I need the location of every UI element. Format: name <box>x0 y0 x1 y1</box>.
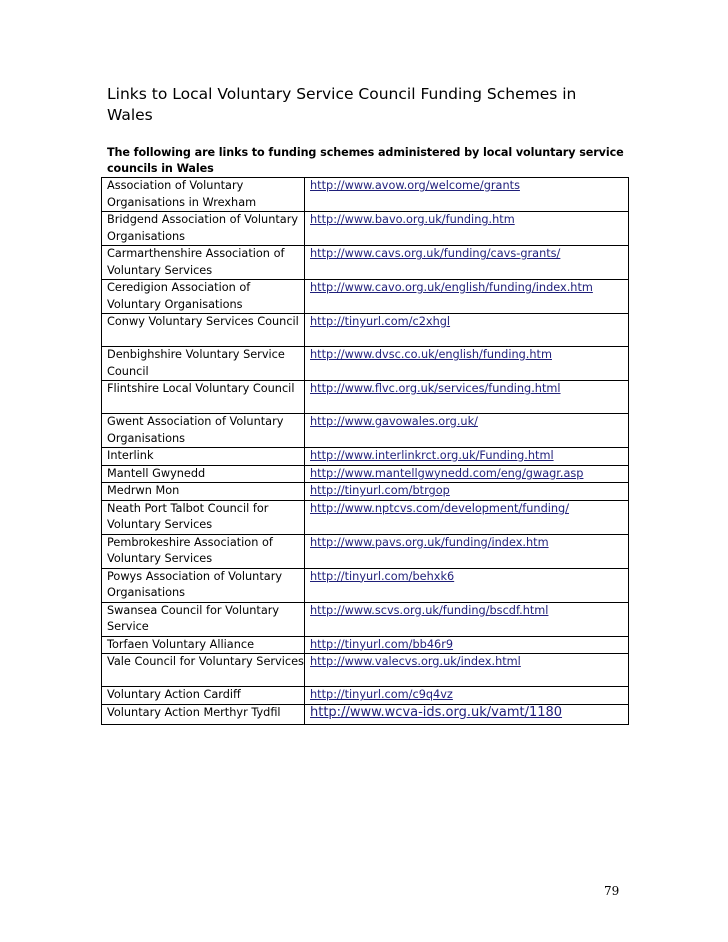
funding-links-table <box>101 177 629 725</box>
funding-link[interactable]: http://www.wcva-ids.org.uk/vamt/1180 <box>310 704 563 720</box>
table-row <box>102 381 629 414</box>
funding-link[interactable]: http://www.pavs.org.uk/funding/index.htm <box>310 535 549 549</box>
funding-link[interactable]: http://www.flvc.org.uk/services/funding.html <box>310 382 561 395</box>
table-row <box>102 534 629 568</box>
funding-link[interactable]: http://www.mantellgwynedd.com/eng/gwagr.asp <box>310 466 584 480</box>
funding-link[interactable]: http://www.cavo.org.uk/english/funding/index.htm <box>310 281 593 294</box>
council-name: Bridgend Association of Voluntary Organisations <box>102 212 305 246</box>
council-name: Neath Port Talbot Council for Voluntary Services <box>102 500 305 534</box>
table-row <box>102 483 629 501</box>
council-name: Carmarthenshire Association of Voluntary Services <box>102 246 305 280</box>
council-name: Interlink <box>102 448 305 466</box>
table-row <box>102 178 629 212</box>
table-row <box>102 636 629 654</box>
table-row <box>102 602 629 636</box>
council-name: Mantell Gwynedd <box>102 465 305 483</box>
funding-link[interactable]: http://www.avow.org/welcome/grants <box>310 179 520 192</box>
funding-link[interactable]: http://tinyurl.com/c9q4vz <box>310 688 453 701</box>
funding-link[interactable]: http://www.cavs.org.uk/funding/cavs-grants/ <box>310 247 561 260</box>
funding-link[interactable]: http://tinyurl.com/behxk6 <box>310 569 455 583</box>
table-row <box>102 314 629 347</box>
table-row <box>102 280 629 314</box>
table-row <box>102 654 629 687</box>
council-name: Pembrokeshire Association of Voluntary Services <box>102 534 305 568</box>
table-row <box>102 465 629 483</box>
section-heading: Links to Local Voluntary Service Council Funding Schemes in Wales <box>107 85 577 124</box>
council-name: Conwy Voluntary Services Council <box>102 314 305 347</box>
council-name: Ceredigion Association of Voluntary Organisations <box>102 280 305 314</box>
council-name: Voluntary Action Merthyr Tydfil <box>102 704 305 724</box>
table-row <box>102 704 629 724</box>
funding-link[interactable]: http://www.valecvs.org.uk/index.html <box>310 655 521 668</box>
table-row <box>102 448 629 466</box>
table-row <box>102 500 629 534</box>
council-name: Association of Voluntary Organisations in Wrexham <box>102 178 305 212</box>
council-name: Denbighshire Voluntary Service Council <box>102 347 305 381</box>
funding-link[interactable]: http://tinyurl.com/btrgop <box>310 484 450 497</box>
funding-link[interactable]: http://www.nptcvs.com/development/funding/ <box>310 501 570 515</box>
table-row <box>102 212 629 246</box>
table-row <box>102 414 629 448</box>
funding-link[interactable]: http://www.gavowales.org.uk/ <box>310 415 478 428</box>
funding-link[interactable]: http://www.scvs.org.uk/funding/bscdf.html <box>310 603 549 617</box>
page-number: 79 <box>604 884 620 898</box>
council-name: Torfaen Voluntary Alliance <box>102 636 305 654</box>
funding-link[interactable]: http://tinyurl.com/c2xhgl <box>310 315 451 328</box>
funding-link[interactable]: http://www.interlinkrct.org.uk/Funding.html <box>310 449 554 462</box>
funding-link[interactable]: http://tinyurl.com/bb46r9 <box>310 637 454 651</box>
council-name: Swansea Council for Voluntary Service <box>102 602 305 636</box>
council-name: Voluntary Action Cardiff <box>102 687 305 705</box>
table-row <box>102 568 629 602</box>
funding-link[interactable]: http://www.bavo.org.uk/funding.htm <box>310 213 515 226</box>
council-name: Flintshire Local Voluntary Council <box>102 381 305 414</box>
council-name: Vale Council for Voluntary Services <box>102 654 305 687</box>
table-row <box>102 687 629 705</box>
table-row <box>102 246 629 280</box>
funding-link[interactable]: http://www.dvsc.co.uk/english/funding.htm <box>310 348 552 361</box>
table-row <box>102 347 629 381</box>
council-name: Medrwn Mon <box>102 483 305 501</box>
council-name: Gwent Association of Voluntary Organisations <box>102 414 305 448</box>
intro-paragraph: The following are links to funding schemes administered by local voluntary service councils in Wales <box>107 146 624 175</box>
council-name: Powys Association of Voluntary Organisations <box>102 568 305 602</box>
